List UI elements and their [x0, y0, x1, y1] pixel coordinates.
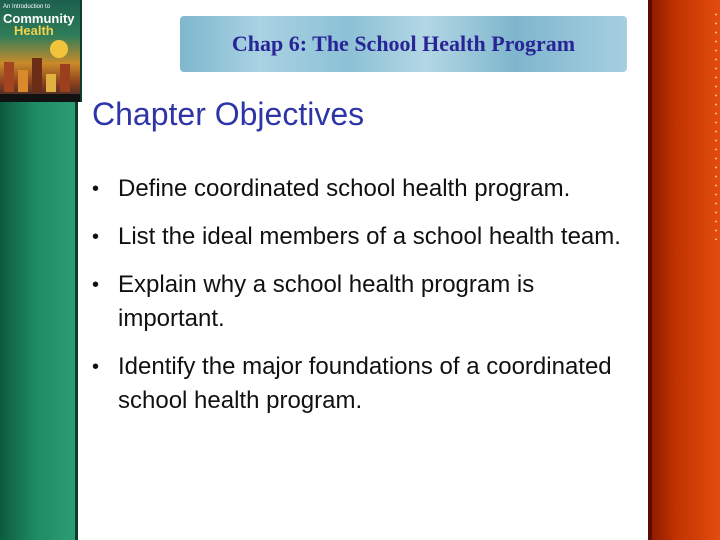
objective-item: • Define coordinated school health program.: [92, 172, 642, 206]
cover-sun-graphic: [50, 40, 68, 58]
cover-building: [60, 64, 70, 92]
cover-title-health: Health: [14, 23, 54, 38]
left-green-band: [0, 100, 78, 540]
cover-title-community: Community: [3, 11, 75, 26]
objectives-list: [92, 172, 642, 432]
cover-building: [4, 62, 14, 92]
cover-footer-strip: [0, 94, 80, 102]
right-red-band: [648, 0, 720, 540]
cover-subtitle: An Introduction to: [3, 4, 51, 10]
cover-building: [32, 58, 42, 92]
book-cover-image: [0, 0, 82, 102]
slide-heading: Chapter Objectives: [92, 96, 365, 132]
cover-building: [46, 74, 56, 92]
chapter-title: Chap 6: The School Health Program: [231, 31, 576, 56]
cover-building: [18, 70, 28, 92]
objective-item: • List the ideal members of a school health team.: [92, 220, 642, 254]
objective-item: • Explain why a school health program is important.: [92, 268, 642, 336]
chapter-title-banner: [180, 16, 627, 72]
dotted-line-decoration: [714, 10, 718, 240]
objective-item: • Identify the major foundations of a coordinated school health program.: [92, 350, 642, 418]
